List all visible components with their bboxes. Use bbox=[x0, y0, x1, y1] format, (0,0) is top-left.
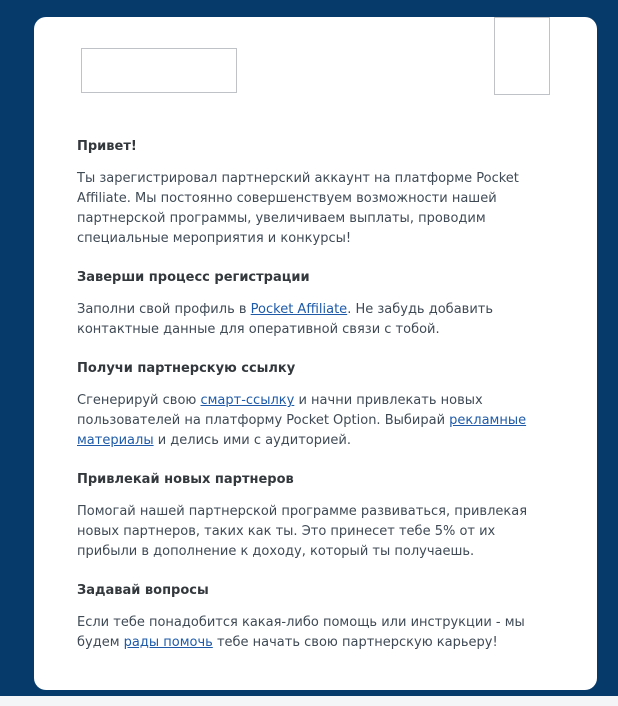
text-segment: и делись ими с аудиторией. bbox=[153, 433, 352, 448]
text-segment: . Не забудь добавить контактные данные для оперативной связи с тобой. bbox=[77, 302, 493, 337]
logo-image-placeholder bbox=[81, 48, 237, 93]
section-questions-heading: Задавай вопросы bbox=[77, 583, 209, 598]
page-bottom-strip bbox=[0, 696, 618, 706]
section-questions-text bbox=[77, 613, 537, 653]
section-registration-text bbox=[77, 300, 537, 340]
text-segment: Заполни свой профиль в bbox=[77, 302, 251, 317]
section-link-text bbox=[77, 391, 537, 451]
text-segment: Если тебе понадобится какая-либо помощь или инструкции - мы будем bbox=[77, 615, 525, 650]
text-segment: тебе начать свою партнерскую карьеру! bbox=[212, 635, 498, 650]
glad-to-help-link[interactable]: рады помочь bbox=[123, 635, 213, 650]
promo-materials-link[interactable]: рекламные материалы bbox=[77, 413, 527, 448]
email-content bbox=[77, 137, 537, 672]
text-segment: и начни привлекать новых пользователей на платформу Pocket Option. Выбирай bbox=[77, 393, 483, 428]
section-link-heading: Получи партнерскую ссылку bbox=[77, 361, 296, 376]
intro-paragraph: Ты зарегистрировал партнерский аккаунт на платформе Pocket Affiliate. Мы постоянно совершенствуем возможности нашей партнерской программы, увеличиваем выплаты, проводим специальные мероприятия и конкурсы! bbox=[77, 171, 519, 246]
smart-link-link[interactable]: смарт-ссылку bbox=[200, 393, 295, 408]
section-partners-heading: Привлекай новых партнеров bbox=[77, 472, 294, 487]
pocket-affiliate-link[interactable]: Pocket Affiliate bbox=[250, 302, 348, 317]
section-partners-text: Помогай нашей партнерской программе развиваться, привлекая новых партнеров, таких как ты. Это принесет тебе 5% от их прибыли в дополнение к доходу, который ты получаешь. bbox=[77, 504, 528, 559]
greeting-heading: Привет! bbox=[77, 139, 137, 154]
header-image-placeholder bbox=[494, 17, 550, 95]
email-card bbox=[34, 17, 597, 690]
text-segment: Сгенерируй свою bbox=[77, 393, 201, 408]
section-registration-heading: Заверши процесс регистрации bbox=[77, 270, 310, 285]
